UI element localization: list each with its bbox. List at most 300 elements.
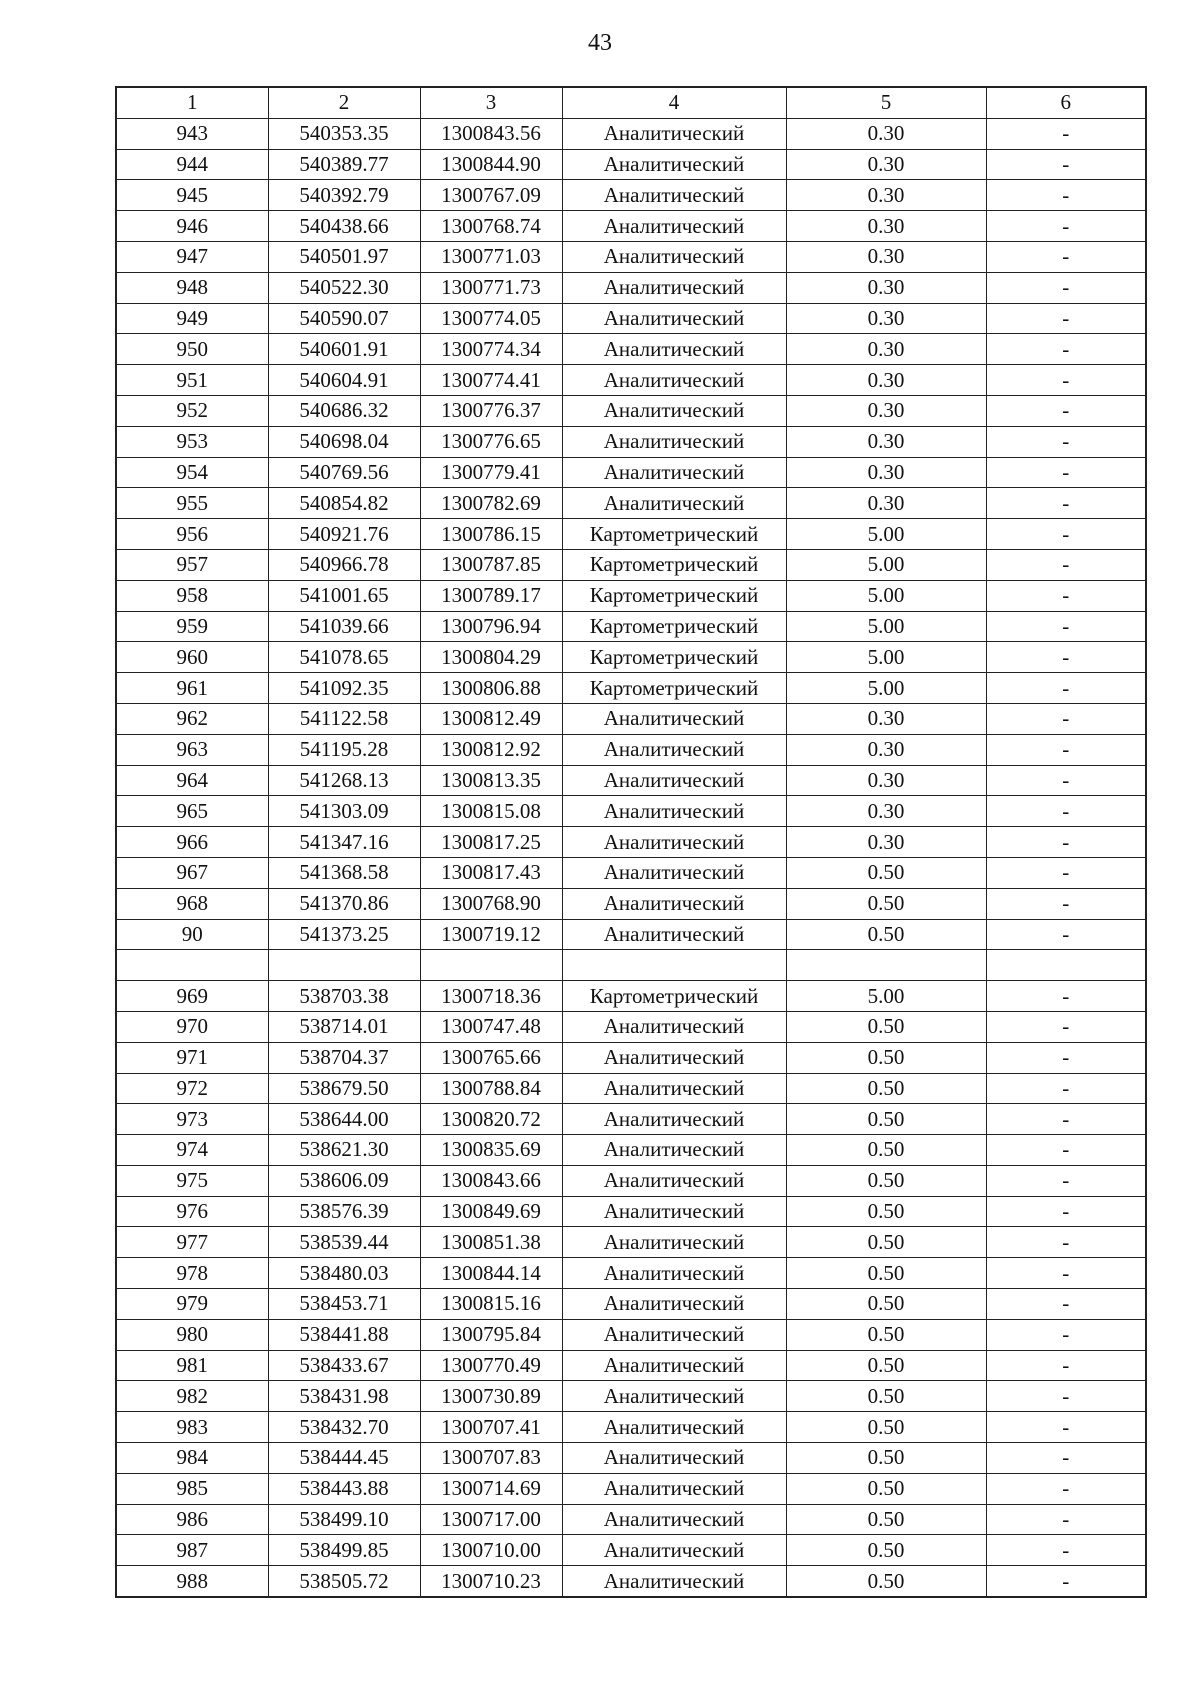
table-cell: 0.50: [786, 1381, 986, 1412]
table-row: [116, 734, 1146, 765]
table-cell: -: [986, 334, 1146, 365]
table-cell: [786, 950, 986, 981]
table-cell: 1300771.03: [420, 241, 562, 272]
table-cell: 540921.76: [268, 519, 420, 550]
table-cell: 540522.30: [268, 272, 420, 303]
table-cell: 541368.58: [268, 857, 420, 888]
table-row: [116, 1042, 1146, 1073]
page-number: 43: [588, 30, 612, 56]
table-cell: Аналитический: [562, 857, 786, 888]
table-cell: 1300817.25: [420, 827, 562, 858]
table-cell: -: [986, 519, 1146, 550]
table-cell: Аналитический: [562, 888, 786, 919]
table-cell: 538539.44: [268, 1227, 420, 1258]
table-cell: 538499.85: [268, 1535, 420, 1566]
table-cell: -: [986, 580, 1146, 611]
table-row: [116, 1319, 1146, 1350]
table-cell: 1300765.66: [420, 1042, 562, 1073]
table-cell: 538621.30: [268, 1135, 420, 1166]
table-cell: 0.30: [786, 334, 986, 365]
table-cell: 0.30: [786, 180, 986, 211]
table-cell: Аналитический: [562, 1227, 786, 1258]
table-cell: 541078.65: [268, 642, 420, 673]
table-cell: -: [986, 888, 1146, 919]
table-cell: 540698.04: [268, 426, 420, 457]
table-cell: -: [986, 796, 1146, 827]
table-row: [116, 981, 1146, 1012]
table-row: [116, 888, 1146, 919]
table-row: [116, 919, 1146, 950]
table-cell: -: [986, 1319, 1146, 1350]
table-row: [116, 703, 1146, 734]
table-cell: -: [986, 395, 1146, 426]
table-cell: 0.50: [786, 1350, 986, 1381]
table-row: [116, 1227, 1146, 1258]
table-cell: 1300815.16: [420, 1289, 562, 1320]
table-cell: 1300782.69: [420, 488, 562, 519]
table-row: [116, 796, 1146, 827]
table-cell: -: [986, 857, 1146, 888]
table-cell: Аналитический: [562, 1535, 786, 1566]
table-cell: Аналитический: [562, 796, 786, 827]
table-cell: 538432.70: [268, 1412, 420, 1443]
table-cell: 1300776.37: [420, 395, 562, 426]
table-cell: 1300835.69: [420, 1135, 562, 1166]
table-cell: [986, 950, 1146, 981]
table-cell: 983: [116, 1412, 268, 1443]
table-cell: 0.50: [786, 1412, 986, 1443]
table-cell: 0.30: [786, 426, 986, 457]
table-cell: -: [986, 734, 1146, 765]
table-cell: -: [986, 180, 1146, 211]
table-cell: 1300774.41: [420, 365, 562, 396]
table-cell: Аналитический: [562, 365, 786, 396]
table-cell: -: [986, 272, 1146, 303]
table-cell: Аналитический: [562, 1011, 786, 1042]
table-cell: 540438.66: [268, 211, 420, 242]
table-cell: 957: [116, 549, 268, 580]
table-cell: 1300770.49: [420, 1350, 562, 1381]
table-row: [116, 457, 1146, 488]
table-cell: 1300820.72: [420, 1104, 562, 1135]
table-cell: -: [986, 1196, 1146, 1227]
table-cell: 965: [116, 796, 268, 827]
table-cell: 538644.00: [268, 1104, 420, 1135]
table-cell: 0.50: [786, 1011, 986, 1042]
table-cell: 984: [116, 1443, 268, 1474]
table-cell: 0.50: [786, 1073, 986, 1104]
table-cell: Аналитический: [562, 426, 786, 457]
table-cell: Аналитический: [562, 1473, 786, 1504]
table-cell: 976: [116, 1196, 268, 1227]
table-cell: 540389.77: [268, 149, 420, 180]
table-cell: Аналитический: [562, 1504, 786, 1535]
table-cell: -: [986, 642, 1146, 673]
table-cell: Аналитический: [562, 488, 786, 519]
table-cell: 0.50: [786, 1135, 986, 1166]
table-row: [116, 365, 1146, 396]
table-cell: [420, 950, 562, 981]
table-row: [116, 1381, 1146, 1412]
table-cell: 0.50: [786, 1104, 986, 1135]
table-cell: 1300844.90: [420, 149, 562, 180]
table-cell: 540604.91: [268, 365, 420, 396]
table-cell: 973: [116, 1104, 268, 1135]
column-header: 5: [786, 87, 986, 118]
table-cell: 969: [116, 981, 268, 1012]
table-cell: 540501.97: [268, 241, 420, 272]
table-cell: 0.30: [786, 827, 986, 858]
table-cell: -: [986, 827, 1146, 858]
table-row: [116, 303, 1146, 334]
table-cell: Картометрический: [562, 611, 786, 642]
table-cell: 538714.01: [268, 1011, 420, 1042]
table-cell: 541370.86: [268, 888, 420, 919]
table-row: [116, 857, 1146, 888]
table-row: [116, 1196, 1146, 1227]
table-cell: 968: [116, 888, 268, 919]
table-cell: -: [986, 211, 1146, 242]
table-cell: Аналитический: [562, 1350, 786, 1381]
table-cell: [116, 950, 268, 981]
table-cell: 982: [116, 1381, 268, 1412]
table-cell: 1300843.66: [420, 1165, 562, 1196]
table-cell: Аналитический: [562, 395, 786, 426]
table-row: [116, 611, 1146, 642]
table-cell: 958: [116, 580, 268, 611]
table-cell: Аналитический: [562, 1104, 786, 1135]
table-cell: Аналитический: [562, 1381, 786, 1412]
table-header-row: [116, 87, 1146, 118]
table-cell: 538505.72: [268, 1566, 420, 1597]
table-cell: 0.50: [786, 1443, 986, 1474]
table-cell: 1300813.35: [420, 765, 562, 796]
table-cell: 0.50: [786, 1258, 986, 1289]
table-cell: 956: [116, 519, 268, 550]
table-cell: 1300815.08: [420, 796, 562, 827]
table-cell: -: [986, 981, 1146, 1012]
table-cell: 0.30: [786, 211, 986, 242]
table-cell: 5.00: [786, 580, 986, 611]
table-cell: 944: [116, 149, 268, 180]
table-row: [116, 950, 1146, 981]
table-cell: 5.00: [786, 981, 986, 1012]
table-row: [116, 1566, 1146, 1597]
table-cell: 538444.45: [268, 1443, 420, 1474]
table-cell: -: [986, 611, 1146, 642]
table-cell: Аналитический: [562, 1412, 786, 1443]
table-cell: 538443.88: [268, 1473, 420, 1504]
table-cell: 961: [116, 673, 268, 704]
table-cell: 953: [116, 426, 268, 457]
table-cell: Аналитический: [562, 1443, 786, 1474]
table-row: [116, 426, 1146, 457]
table-cell: 1300710.00: [420, 1535, 562, 1566]
table-cell: Аналитический: [562, 703, 786, 734]
table-cell: 0.30: [786, 272, 986, 303]
table-cell: 541268.13: [268, 765, 420, 796]
table-row: [116, 241, 1146, 272]
table-row: [116, 580, 1146, 611]
table-cell: 0.30: [786, 395, 986, 426]
table-cell: -: [986, 426, 1146, 457]
table-cell: -: [986, 1011, 1146, 1042]
table-cell: -: [986, 457, 1146, 488]
table-cell: 0.30: [786, 703, 986, 734]
table-row: [116, 1011, 1146, 1042]
table-cell: 0.50: [786, 1227, 986, 1258]
table-cell: 1300786.15: [420, 519, 562, 550]
table-cell: 0.30: [786, 149, 986, 180]
table-cell: Аналитический: [562, 734, 786, 765]
table-cell: 1300718.36: [420, 981, 562, 1012]
table-cell: 945: [116, 180, 268, 211]
table-cell: 954: [116, 457, 268, 488]
column-header: 2: [268, 87, 420, 118]
table-cell: Аналитический: [562, 1196, 786, 1227]
table-cell: 0.30: [786, 365, 986, 396]
table-cell: 947: [116, 241, 268, 272]
table-cell: 541373.25: [268, 919, 420, 950]
table-cell: 1300849.69: [420, 1196, 562, 1227]
table-cell: 1300710.23: [420, 1566, 562, 1597]
table-cell: 538441.88: [268, 1319, 420, 1350]
table-cell: 0.50: [786, 1165, 986, 1196]
table-cell: 541347.16: [268, 827, 420, 858]
table-row: [116, 1258, 1146, 1289]
table-row: [116, 1135, 1146, 1166]
table-row: [116, 827, 1146, 858]
table-cell: -: [986, 488, 1146, 519]
table-cell: 981: [116, 1350, 268, 1381]
table-cell: 975: [116, 1165, 268, 1196]
table-row: [116, 673, 1146, 704]
table-cell: 1300771.73: [420, 272, 562, 303]
table-cell: -: [986, 1289, 1146, 1320]
table-cell: -: [986, 1042, 1146, 1073]
table-cell: -: [986, 241, 1146, 272]
table-cell: 1300714.69: [420, 1473, 562, 1504]
table-row: [116, 1473, 1146, 1504]
column-header: 1: [116, 87, 268, 118]
table-cell: Картометрический: [562, 642, 786, 673]
table-cell: Аналитический: [562, 1165, 786, 1196]
column-header: 4: [562, 87, 786, 118]
table-cell: 540392.79: [268, 180, 420, 211]
table-cell: 985: [116, 1473, 268, 1504]
table-cell: 0.50: [786, 857, 986, 888]
table-cell: 977: [116, 1227, 268, 1258]
table-row: [116, 211, 1146, 242]
table-cell: 1300787.85: [420, 549, 562, 580]
table-cell: -: [986, 919, 1146, 950]
table-cell: 541001.65: [268, 580, 420, 611]
table-cell: 538703.38: [268, 981, 420, 1012]
table-cell: 1300779.41: [420, 457, 562, 488]
table-cell: -: [986, 1165, 1146, 1196]
table-cell: 541195.28: [268, 734, 420, 765]
table-cell: 0.50: [786, 1319, 986, 1350]
table-cell: 5.00: [786, 549, 986, 580]
table-cell: Аналитический: [562, 334, 786, 365]
table-cell: 1300851.38: [420, 1227, 562, 1258]
table-cell: Аналитический: [562, 1289, 786, 1320]
table-cell: Аналитический: [562, 1042, 786, 1073]
table-cell: Аналитический: [562, 1073, 786, 1104]
table-cell: 0.30: [786, 118, 986, 149]
table-cell: 538453.71: [268, 1289, 420, 1320]
table-cell: [562, 950, 786, 981]
table-cell: 538480.03: [268, 1258, 420, 1289]
table-cell: Аналитический: [562, 457, 786, 488]
table-cell: -: [986, 1227, 1146, 1258]
table-cell: 0.30: [786, 241, 986, 272]
table-cell: 541122.58: [268, 703, 420, 734]
table-cell: -: [986, 703, 1146, 734]
table-cell: 538704.37: [268, 1042, 420, 1073]
table-cell: -: [986, 1535, 1146, 1566]
table-cell: 1300768.90: [420, 888, 562, 919]
table-row: [116, 1165, 1146, 1196]
table-row: [116, 642, 1146, 673]
table-cell: Картометрический: [562, 673, 786, 704]
table-cell: 0.30: [786, 457, 986, 488]
table-cell: 1300804.29: [420, 642, 562, 673]
table-row: [116, 1535, 1146, 1566]
table-row: [116, 1443, 1146, 1474]
table-cell: 1300707.83: [420, 1443, 562, 1474]
table-cell: 951: [116, 365, 268, 396]
table-cell: Аналитический: [562, 1319, 786, 1350]
table-cell: 1300817.43: [420, 857, 562, 888]
table-cell: -: [986, 1073, 1146, 1104]
table-cell: Аналитический: [562, 118, 786, 149]
table-cell: 978: [116, 1258, 268, 1289]
table-cell: Аналитический: [562, 919, 786, 950]
table-cell: -: [986, 1381, 1146, 1412]
table-row: [116, 765, 1146, 796]
table-cell: 1300812.49: [420, 703, 562, 734]
table-row: [116, 395, 1146, 426]
table-cell: 5.00: [786, 519, 986, 550]
table-cell: 943: [116, 118, 268, 149]
table-cell: 5.00: [786, 642, 986, 673]
table-cell: -: [986, 1473, 1146, 1504]
table-cell: -: [986, 1443, 1146, 1474]
table-cell: 1300776.65: [420, 426, 562, 457]
table-cell: 1300812.92: [420, 734, 562, 765]
table-cell: 966: [116, 827, 268, 858]
table-cell: Аналитический: [562, 1135, 786, 1166]
table-row: [116, 334, 1146, 365]
table-row: [116, 1412, 1146, 1443]
table-cell: Аналитический: [562, 1566, 786, 1597]
table-row: [116, 180, 1146, 211]
table-cell: 971: [116, 1042, 268, 1073]
table-cell: 979: [116, 1289, 268, 1320]
column-header: 6: [986, 87, 1146, 118]
coordinates-table: [115, 86, 1147, 1598]
table-cell: -: [986, 1258, 1146, 1289]
table-row: [116, 1073, 1146, 1104]
table-row: [116, 1504, 1146, 1535]
table-cell: 5.00: [786, 611, 986, 642]
table-cell: 0.50: [786, 1566, 986, 1597]
table-cell: 540854.82: [268, 488, 420, 519]
table-cell: Аналитический: [562, 1258, 786, 1289]
table-cell: 1300774.34: [420, 334, 562, 365]
table-row: [116, 1289, 1146, 1320]
table-cell: 1300796.94: [420, 611, 562, 642]
table-cell: -: [986, 1350, 1146, 1381]
table-cell: 538606.09: [268, 1165, 420, 1196]
table-row: [116, 488, 1146, 519]
column-header: 3: [420, 87, 562, 118]
table-cell: Аналитический: [562, 303, 786, 334]
table-cell: 538576.39: [268, 1196, 420, 1227]
table-cell: 538433.67: [268, 1350, 420, 1381]
table-cell: 1300843.56: [420, 118, 562, 149]
table-cell: 962: [116, 703, 268, 734]
table-cell: -: [986, 1566, 1146, 1597]
table-cell: -: [986, 673, 1146, 704]
table-cell: 986: [116, 1504, 268, 1535]
table-cell: 955: [116, 488, 268, 519]
table-cell: Картометрический: [562, 981, 786, 1012]
table-cell: 540966.78: [268, 549, 420, 580]
table-cell: 0.30: [786, 303, 986, 334]
table-cell: 1300707.41: [420, 1412, 562, 1443]
table-cell: 538431.98: [268, 1381, 420, 1412]
table-cell: -: [986, 1412, 1146, 1443]
table-cell: 0.30: [786, 734, 986, 765]
table-cell: Аналитический: [562, 827, 786, 858]
table-cell: 540686.32: [268, 395, 420, 426]
table-cell: 1300768.74: [420, 211, 562, 242]
table-cell: -: [986, 303, 1146, 334]
table-cell: -: [986, 1504, 1146, 1535]
table-cell: 0.50: [786, 1196, 986, 1227]
table-cell: 541303.09: [268, 796, 420, 827]
table-cell: 960: [116, 642, 268, 673]
table-cell: 988: [116, 1566, 268, 1597]
table-cell: 541039.66: [268, 611, 420, 642]
table-cell: 967: [116, 857, 268, 888]
table-cell: 970: [116, 1011, 268, 1042]
table-cell: 963: [116, 734, 268, 765]
table-row: [116, 549, 1146, 580]
table-cell: 538499.10: [268, 1504, 420, 1535]
table-cell: [268, 950, 420, 981]
table-row: [116, 1104, 1146, 1135]
table-cell: 540769.56: [268, 457, 420, 488]
table-cell: -: [986, 149, 1146, 180]
table-body: [116, 118, 1146, 1597]
table-cell: 0.50: [786, 919, 986, 950]
table-cell: Аналитический: [562, 241, 786, 272]
table-row: [116, 519, 1146, 550]
table-cell: 964: [116, 765, 268, 796]
table-row: [116, 118, 1146, 149]
table-cell: 1300747.48: [420, 1011, 562, 1042]
table-cell: 952: [116, 395, 268, 426]
table-cell: 948: [116, 272, 268, 303]
table-cell: 538679.50: [268, 1073, 420, 1104]
table-cell: 1300806.88: [420, 673, 562, 704]
table-cell: 987: [116, 1535, 268, 1566]
table-cell: 0.30: [786, 765, 986, 796]
table-cell: 5.00: [786, 673, 986, 704]
